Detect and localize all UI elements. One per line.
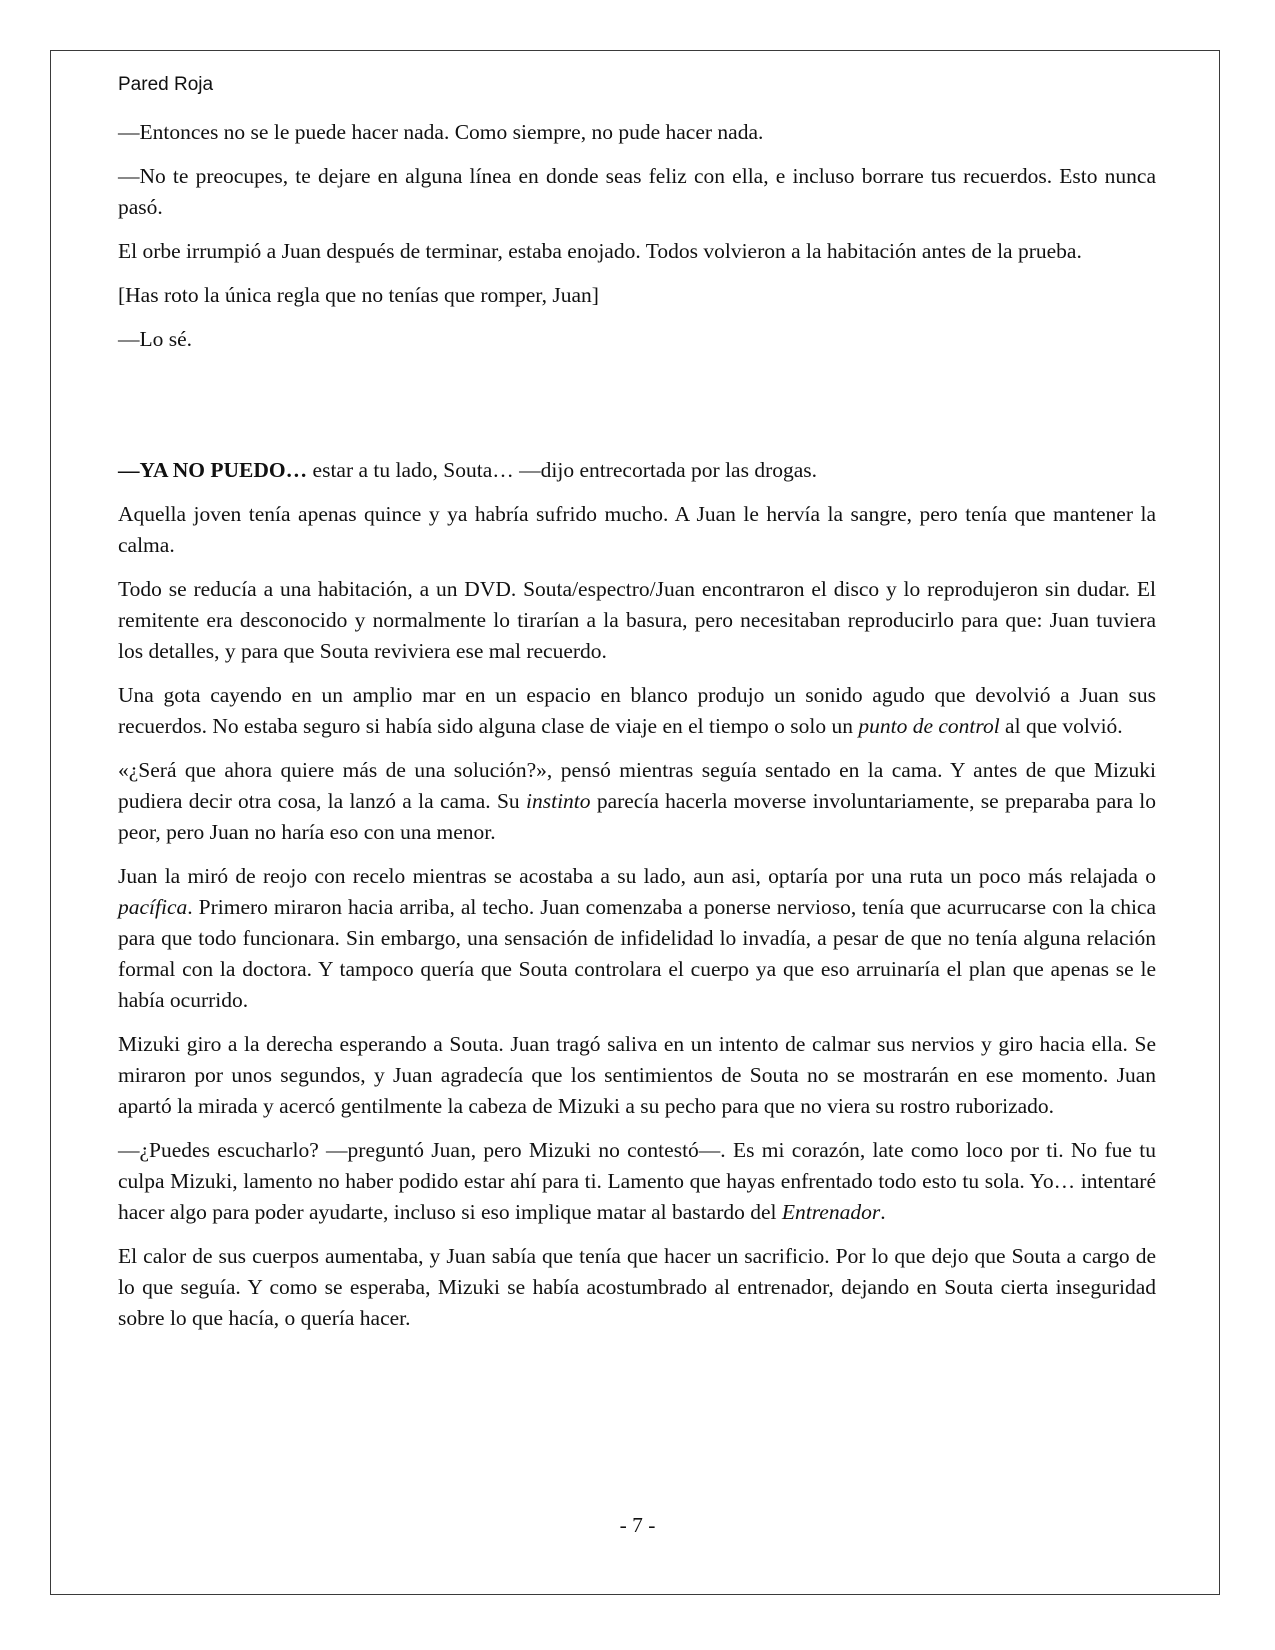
document-body <box>118 117 1156 1347</box>
text-run: . Primero miraron hacia arriba, al techo. Juan comenzaba a ponerse nervioso, tenía que acurrucarse con la chica para que todo funcionara. Sin embargo, una sensación de infidelidad lo invadía, a pesar de que no tenía alguna relación formal con la doctora. Y tampoco quería que Souta controlara el cuerpo ya que eso arruinaría el plan que apenas se le había ocurrido. <box>118 895 1156 1012</box>
paragraph: [Has roto la única regla que no tenías que romper, Juan] <box>118 283 599 307</box>
running-header: Pared Roja <box>118 74 214 95</box>
italic-run: pacífica <box>118 895 188 919</box>
paragraph: —No te preocupes, te dejare en alguna línea en donde seas feliz con ella, e incluso borrare tus recuerdos. Esto nunca pasó. <box>118 164 1156 219</box>
paragraph: Aquella joven tenía apenas quince y ya habría sufrido mucho. A Juan le hervía la sangre, pero tenía que mantener la calma. <box>118 502 1156 557</box>
italic-run: Entrenador <box>781 1200 881 1224</box>
section-opening-bold: —YA NO PUEDO… <box>118 458 308 482</box>
text-run: «¿Será que ahora quiere más de una solución?», pensó mientras seguía sentado en la cama. Y antes de que Mizuki pudiera decir otra cosa, la lanzó a la cama. Su <box>118 758 1156 813</box>
section-opening-paragraph <box>118 455 1156 486</box>
text-run: . <box>880 1200 886 1224</box>
page-number: - 7 - <box>619 1513 656 1537</box>
paragraph <box>118 680 1156 742</box>
paragraph <box>118 1135 1156 1228</box>
paragraph: El orbe irrumpió a Juan después de terminar, estaba enojado. Todos volvieron a la habitación antes de la prueba. <box>118 239 1082 263</box>
paragraph <box>118 861 1156 1016</box>
paragraph <box>118 755 1156 848</box>
italic-run: instinto <box>526 789 591 813</box>
text-run: al que volvió. <box>999 714 1123 738</box>
text-run: —¿Puedes escucharlo? —preguntó Juan, pero Mizuki no contestó—. Es mi corazón, late como loco por ti. No fue tu culpa Mizuki, lamento no haber podido estar ahí para ti. Lamento que hayas enfrentado todo esto tu sola. Yo… intentaré hacer algo para poder ayudarte, incluso si eso implique matar al bastardo del <box>118 1138 1156 1224</box>
paragraph: —Entonces no se le puede hacer nada. Como siempre, no pude hacer nada. <box>118 120 764 144</box>
italic-run: punto de control <box>858 714 1000 738</box>
section-opening-text: estar a tu lado, Souta… —dijo entrecortada por las drogas. <box>307 458 818 482</box>
section-break <box>118 368 1156 455</box>
paragraph: Todo se reducía a una habitación, a un DVD. Souta/espectro/Juan encontraron el disco y lo reprodujeron sin dudar. El remitente era desconocido y normalmente lo tirarían a la basura, pero necesitaban reproducirlo para que: Juan tuviera los detalles, y para que Souta reviviera ese mal recuerdo. <box>118 577 1156 663</box>
paragraph: —Lo sé. <box>118 327 193 351</box>
text-run: Una gota cayendo en un amplio mar en un espacio en blanco produjo un sonido agudo que devolvió a Juan sus recuerdos. No estaba seguro si había sido alguna clase de viaje en el tiempo o solo un <box>118 683 1156 738</box>
paragraph: El calor de sus cuerpos aumentaba, y Juan sabía que tenía que hacer un sacrificio. Por lo que dejo que Souta a cargo de lo que seguía. Y como se esperaba, Mizuki se había acostumbrado al entrenador, dejando en Souta cierta inseguridad sobre lo que hacía, o quería hacer. <box>118 1244 1156 1330</box>
text-run: Juan la miró de reojo con recelo mientras se acostaba a su lado, aun asi, optaría por una ruta un poco más relajada o <box>118 864 1156 888</box>
text-run: parecía hacerla moverse involuntariamente, se preparaba para lo peor, pero Juan no haría eso con una menor. <box>118 789 1157 844</box>
paragraph: Mizuki giro a la derecha esperando a Souta. Juan tragó saliva en un intento de calmar sus nervios y giro hacia ella. Se miraron por unos segundos, y Juan agradecía que los sentimientos de Souta no se mostrarán en ese momento. Juan apartó la mirada y acercó gentilmente la cabeza de Mizuki a su pecho para que no viera su rostro ruborizado. <box>118 1032 1156 1118</box>
